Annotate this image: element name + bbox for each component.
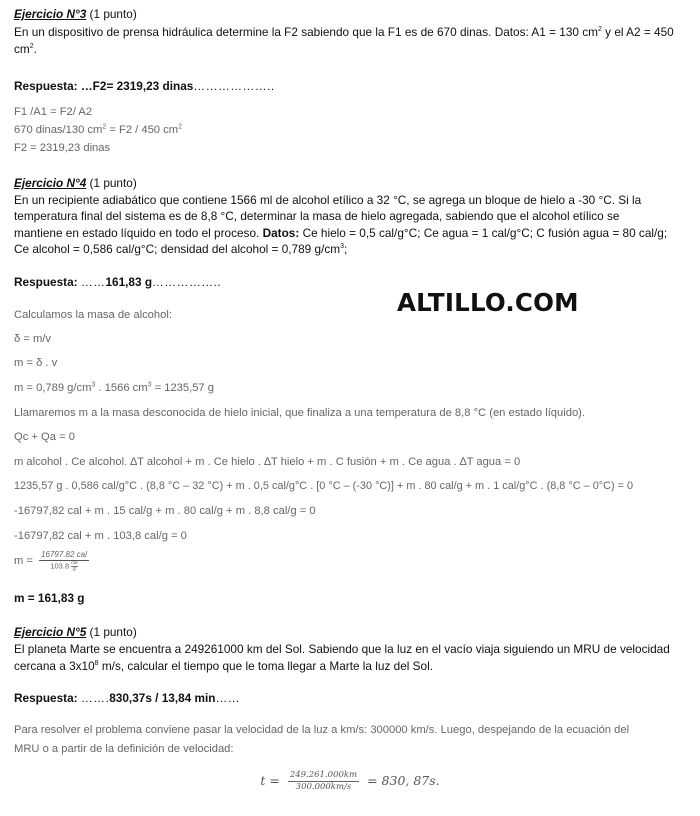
- ex5-title: Ejercicio N°5: [14, 625, 87, 639]
- ex4-fraction: 16797.82 cal 103.8 cal g: [41, 550, 87, 572]
- answer-label: Respuesta:: [14, 275, 78, 289]
- ex5-statement-line-1: El planeta Marte se encuentra a 249261000 km del Sol. Sabiendo que la luz en el vacío viaja siguiendo un MRU de velocidad: [14, 642, 670, 656]
- ex3-work-3: F2 = 2319,23 dinas: [14, 142, 111, 154]
- ex5-equation: t = $\frac{249.261.000km}{300.000km/s}$ = 830, 87s.: [260, 770, 440, 792]
- ex4-work-4: m = 0,789 $g/cm^3$ . 1566 $cm^3 = 1235,57$ g: [14, 381, 214, 394]
- ex5-equation-fraction: $\frac{249.261.000km}{300.000km/s}$: [289, 770, 358, 792]
- ex4-statement-line-1: En un recipiente adiabático que contiene 1566 ml de alcohol etílico a 32 °C, se agrega un bloque de hielo a -30 °C. Si la: [14, 193, 642, 207]
- ex5-statement-line-2: cercana a $3x10^8$ m/s, calcular el tiempo que le toma llegar a Marte la luz del Sol.: [14, 659, 433, 673]
- ex5-answer-value: 830,37s / 13,84 min: [109, 691, 216, 705]
- ex4-work-8: 1235,57 g . 0,586 cal/g°C . (8,8 °C – 32 °C) + m . 0,5 cal/g°C . [0 °C – (-30 °C)] + m . 80 cal/g + m . 1 cal/g°C . (8,8 °C – 0°C) = 0: [14, 480, 634, 492]
- ex4-work-11: m = 16797.82 cal 103.8 cal g: [14, 550, 87, 572]
- ex4-points: (1 punto): [89, 176, 137, 190]
- ex5-work-1: Para resolver el problema conviene pasar la velocidad de la luz a km/s: 300000 km/s. Luego, despejando de la ecuación del: [14, 724, 630, 736]
- watermark: ALTILLO.COM: [397, 288, 579, 317]
- ex4-title: Ejercicio N°4: [14, 176, 87, 190]
- ex3-statement-line-1: En un dispositivo de prensa hidráulica determine la F2 sabiendo que la F1 es de 670 dinas. Datos: A1 = 130 $cm^2$ y el A2 = 450: [14, 25, 674, 39]
- ex4-work-9: -16797,82 cal + m . 15 cal/g + m . 80 cal/g + m . 8,8 cal/g = 0: [14, 505, 316, 517]
- ex4-statement-line-2: temperatura final del sistema es de 8,8 °C, determinar la masa de hielo agregada, sabiendo que el alcohol etílico se: [14, 209, 620, 223]
- ex3-work-1: F1 /A1 = F2/ A2: [14, 106, 93, 118]
- ex4-work-6: Qc + Qa = 0: [14, 431, 75, 443]
- ex5-answer: Respuesta: …….830,37s / 13,84 min……: [14, 691, 241, 705]
- ex4-statement-line-3: mantiene en estado líquido en todo el proceso. Datos: Ce hielo = 0,5 cal/g°C; Ce agua = 1 cal/g°C; C fusión agua = 80 cal/g;: [14, 226, 668, 240]
- ex4-result: m = 161,83 g: [14, 591, 85, 605]
- ex5-title-line: [14, 625, 137, 640]
- ex4-statement-line-4: Ce alcohol = 0,586 cal/g°C; densidad del alcohol = 0,789 $g/cm^3$;: [14, 242, 348, 256]
- ex3-answer-value: …F2= 2319,23 dinas: [80, 79, 194, 93]
- ex5-points: (1 punto): [89, 625, 137, 639]
- ex3-work-2: 670 dinas/130 $cm^2 = F2 / 450$ $cm^2$: [14, 123, 182, 136]
- ex4-work-3: m = δ . v: [14, 357, 58, 369]
- ex4-answer-value: 161,83 g: [105, 275, 153, 289]
- ex3-statement-line-2: $cm^2$.: [14, 42, 37, 56]
- ex3-title-line: [14, 7, 137, 22]
- ex3-points: (1 punto): [89, 7, 137, 21]
- ex3-answer: Respuesta: …F2= 2319,23 dinas………………..: [14, 79, 275, 93]
- ex4-title-line: [14, 176, 137, 191]
- ex3-title: Ejercicio N°3: [14, 7, 87, 21]
- answer-label: Respuesta:: [14, 691, 78, 705]
- ex5-work-2: MRU o a partir de la definición de velocidad:: [14, 743, 234, 755]
- ex4-work-10: -16797,82 cal + m . 103,8 cal/g = 0: [14, 530, 187, 542]
- ex4-work-1: Calculamos la masa de alcohol:: [14, 309, 172, 321]
- ex4-answer: Respuesta: ……161,83 g……………..: [14, 275, 222, 289]
- ex4-work-2: δ = m/v: [14, 333, 51, 345]
- ex4-work-7: m alcohol . Ce alcohol. ∆T alcohol + m . Ce hielo . ∆T hielo + m . C fusión + m . Ce agua . ∆T agua = 0: [14, 456, 521, 468]
- answer-label: Respuesta:: [14, 79, 78, 93]
- ex4-work-5: Llamaremos m a la masa desconocida de hielo inicial, que finaliza a una temperatura de 8,8 °C (en estado líquido).: [14, 407, 586, 419]
